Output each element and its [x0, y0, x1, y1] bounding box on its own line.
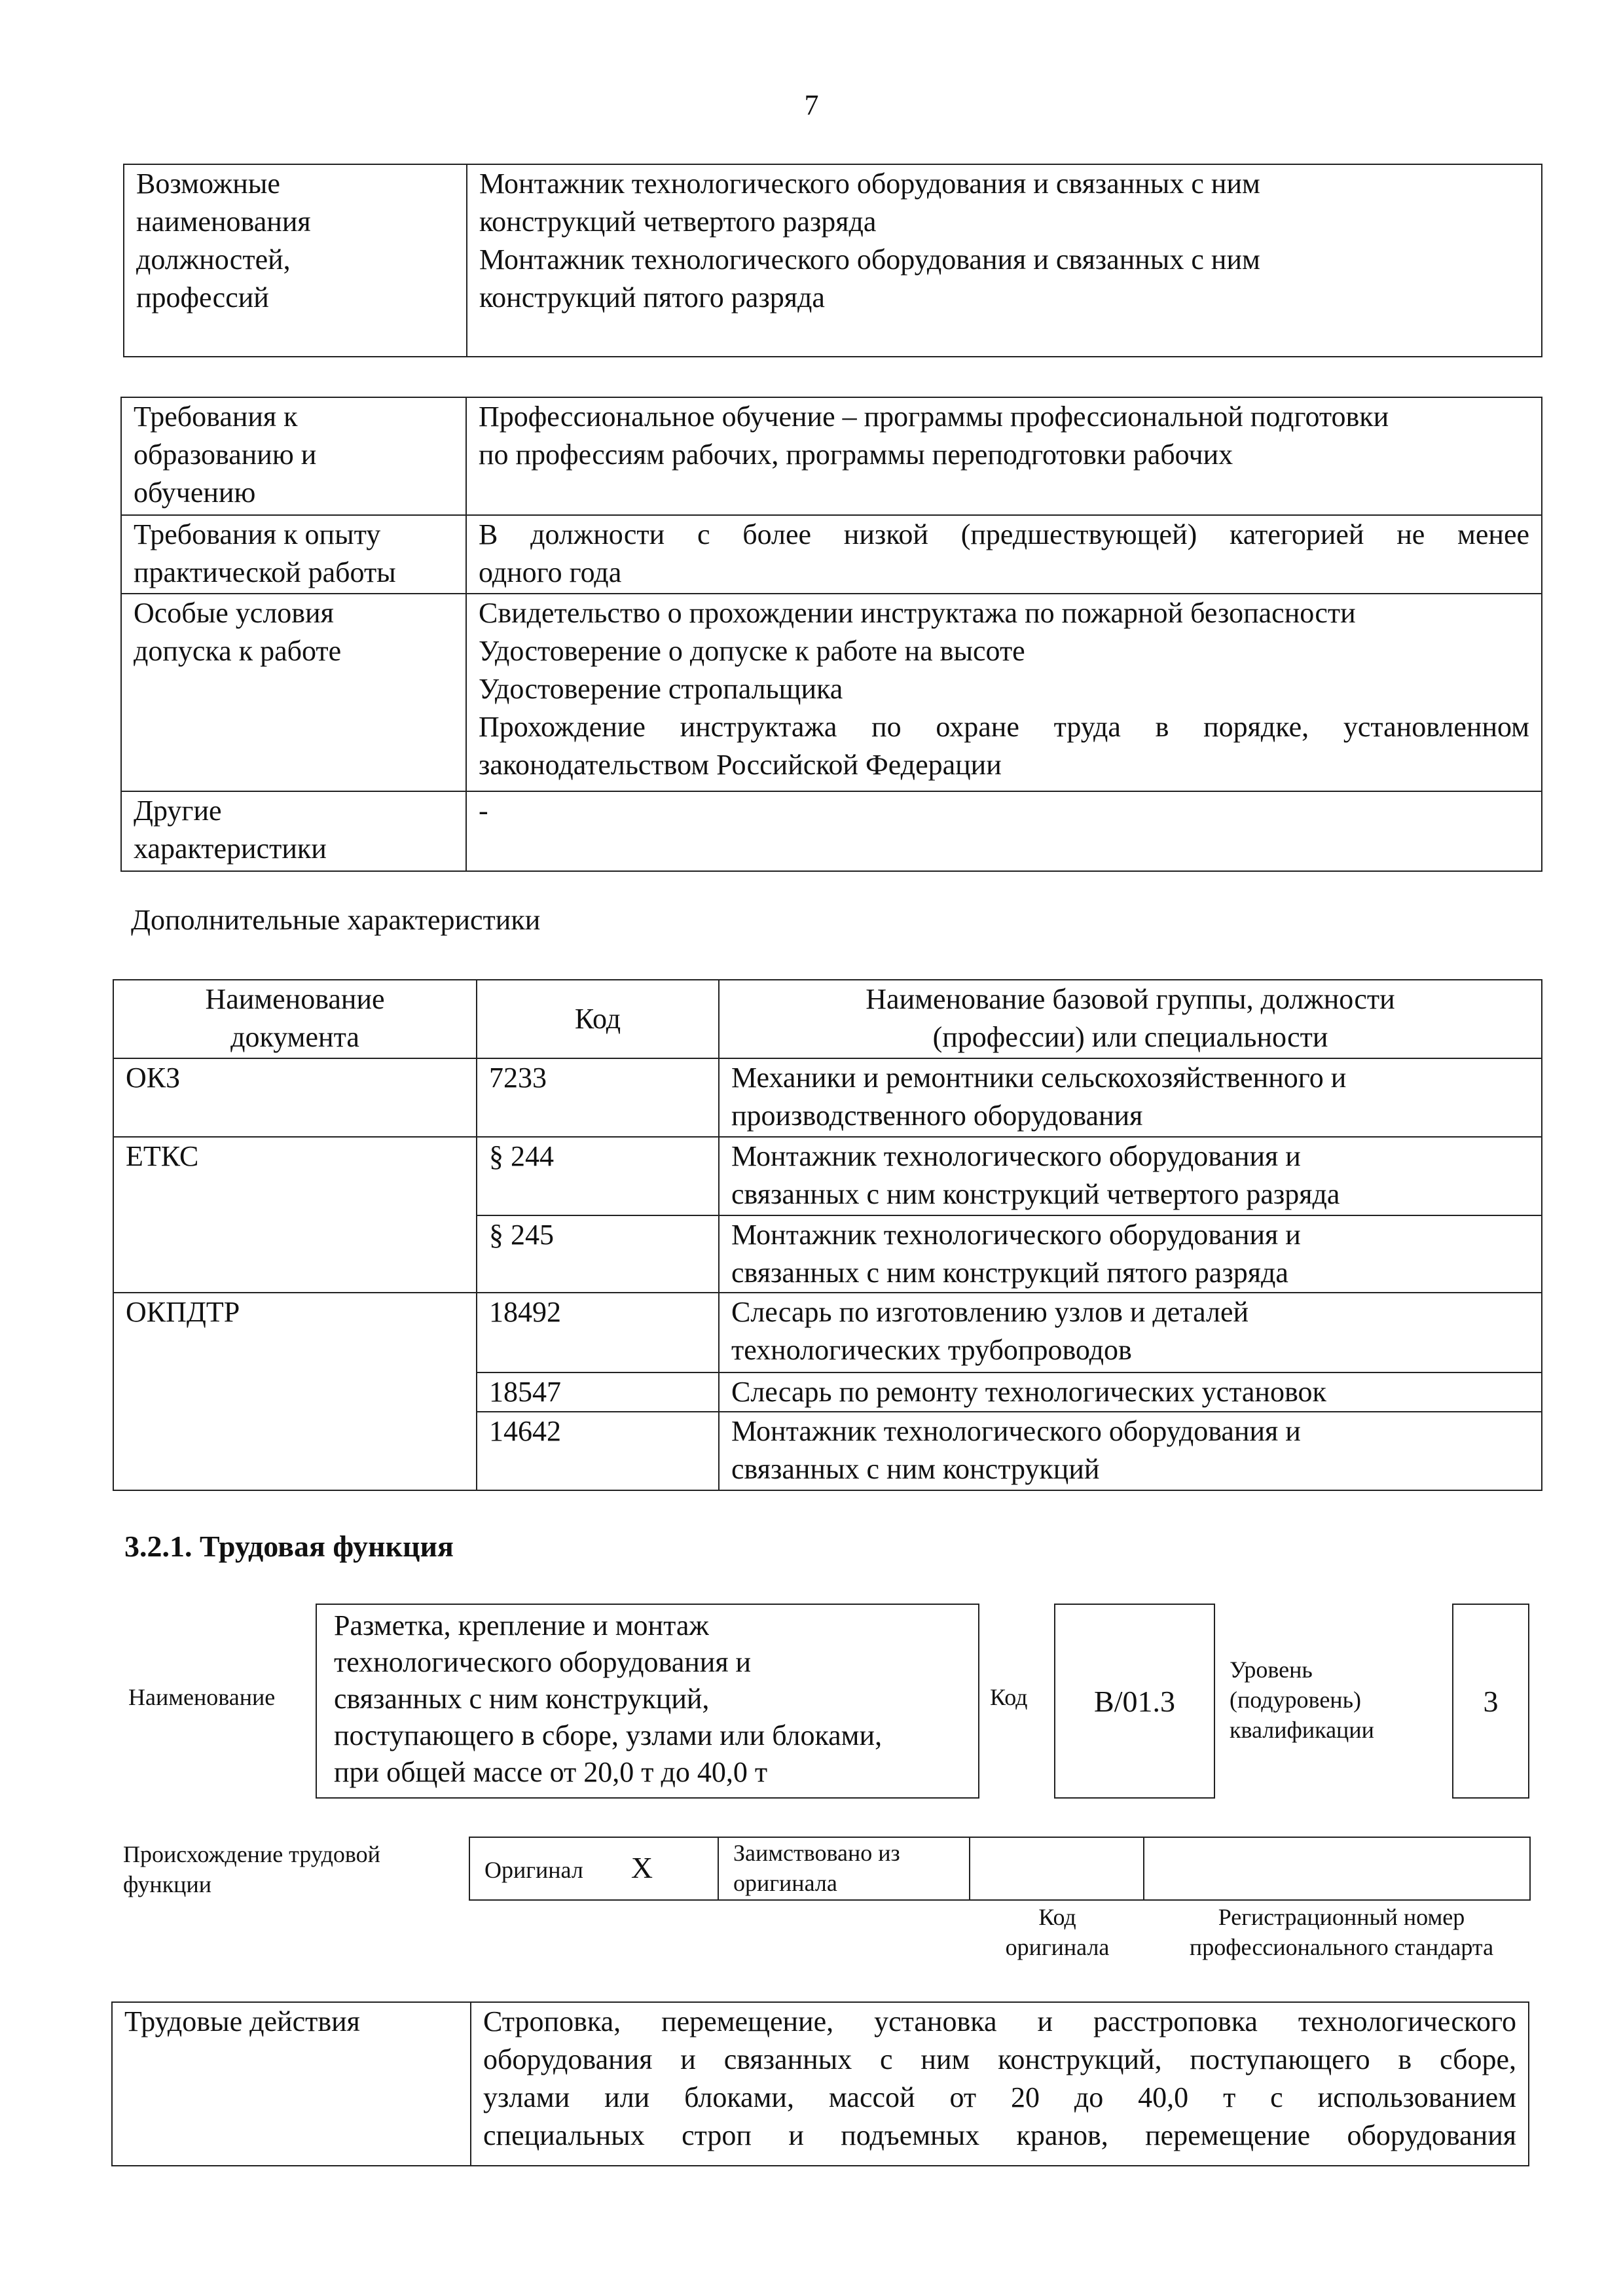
labor-action-line: оборудования и связанных с ним конструкций, поступающего в сборе,	[483, 2043, 1516, 2075]
education-line: по профессиям рабочих, программы переподготовки рабочих	[479, 439, 1233, 471]
reg-number-caption	[1148, 1902, 1535, 1962]
admission-label-line: Особые условия	[134, 597, 334, 629]
group-name-line: связанных с ним конструкций четвертого разряда	[731, 1178, 1340, 1210]
experience-requirements	[466, 515, 1542, 594]
code-cell: § 244	[477, 1137, 719, 1215]
level-value-box	[1452, 1604, 1529, 1799]
reg-number-caption-line: профессионального стандарта	[1189, 1934, 1494, 1960]
admission-label-line: допуска к работе	[134, 635, 342, 667]
experience-label-line: практической работы	[134, 556, 396, 588]
origin-label-line: Происхождение трудовой	[123, 1841, 380, 1867]
group-name-line: Слесарь по изготовлению узлов и деталей	[731, 1296, 1249, 1328]
group-name-line: Механики и ремонтники сельскохозяйственного и	[731, 1062, 1347, 1094]
position-line: Монтажник технологического оборудования и связанных с ним	[479, 243, 1260, 276]
requirements-label-cell	[121, 515, 466, 594]
group-name-cell	[719, 1372, 1542, 1412]
group-name-cell	[719, 1215, 1542, 1293]
labor-actions-table	[111, 2001, 1529, 2166]
labor-actions-label: Трудовые действия	[112, 2002, 471, 2166]
original-cell[interactable]	[469, 1837, 718, 1900]
level-value: 3	[1483, 1684, 1499, 1718]
name-label: Наименование	[128, 1684, 276, 1710]
borrowed-cell[interactable]	[718, 1837, 970, 1900]
other-characteristics	[466, 791, 1542, 871]
level-label-line: квалификации	[1230, 1717, 1374, 1743]
positions-label-cell	[124, 164, 467, 357]
admission-line: Прохождение инструктажа по охране труда в порядке, установленном	[479, 711, 1529, 743]
section-heading: 3.2.1. Трудовая функция	[124, 1530, 454, 1563]
positions-value-cell	[467, 164, 1542, 357]
borrowed-label-line: оригинала	[733, 1870, 837, 1896]
experience-line: В должности с более низкой (предшествующей) категорией не менее	[479, 518, 1529, 550]
education-label-line: образованию и	[134, 439, 317, 471]
borrowed-label-line: Заимствовано из	[733, 1840, 900, 1866]
doc-okpdtr: ОКПДТР	[113, 1293, 477, 1490]
positions-label-line: Возможные	[136, 168, 280, 200]
original-mark: X	[630, 1850, 653, 1884]
header-document-line: Наименование	[205, 983, 385, 1015]
original-label: Оригинал	[484, 1856, 583, 1883]
group-name-line: Монтажник технологического оборудования и	[731, 1415, 1301, 1447]
education-requirements	[466, 397, 1542, 515]
group-name-line: Монтажник технологического оборудования и	[731, 1140, 1301, 1172]
other-label-line: характеристики	[134, 833, 327, 865]
origin-code-caption	[969, 1902, 1146, 1962]
page-number: 7	[804, 89, 819, 121]
requirements-table	[120, 397, 1542, 872]
function-name-line: Разметка, крепление и монтаж	[334, 1609, 709, 1641]
header-group-line: Наименование базовой группы, должности	[866, 983, 1395, 1015]
group-name-line: производственного оборудования	[731, 1100, 1143, 1132]
labor-action-line: специальных строп и подъемных кранов, перемещение оборудования	[483, 2119, 1516, 2151]
group-name-cell	[719, 1412, 1542, 1490]
header-code: Код	[477, 980, 719, 1058]
header-group-line: (профессии) или специальности	[932, 1021, 1328, 1053]
origin-code-caption-line: оригинала	[1005, 1934, 1110, 1960]
group-name-line: Монтажник технологического оборудования и	[731, 1219, 1301, 1251]
experience-label-line: Требования к опыту	[134, 518, 381, 550]
position-line: конструкций пятого разряда	[479, 281, 825, 314]
code-cell: 18492	[477, 1293, 719, 1372]
header-group	[719, 980, 1542, 1058]
positions-table	[123, 164, 1542, 357]
requirements-label-cell	[121, 594, 466, 791]
admission-line: Удостоверение о допуске к работе на высоте	[479, 635, 1025, 667]
admission-line: Удостоверение стропальщика	[479, 673, 843, 705]
origin-code-cell[interactable]	[970, 1837, 1144, 1900]
requirements-label-cell	[121, 397, 466, 515]
function-name-line: связанных с ним конструкций,	[334, 1683, 710, 1715]
education-label-line: обучению	[134, 476, 256, 509]
origin-label	[123, 1839, 380, 1899]
labor-actions-value	[471, 2002, 1529, 2166]
header-document	[113, 980, 477, 1058]
additional-table	[113, 979, 1542, 1491]
level-label-line: Уровень	[1230, 1657, 1313, 1683]
other-label-line: Другие	[134, 795, 222, 827]
code-cell: 7233	[477, 1058, 719, 1137]
admission-line: законодательством Российской Федерации	[479, 749, 1002, 781]
group-name-line: технологических трубопроводов	[731, 1334, 1132, 1366]
code-cell: § 245	[477, 1215, 719, 1293]
experience-line: одного года	[479, 556, 622, 588]
additional-caption: Дополнительные характеристики	[131, 904, 541, 936]
origin-table	[469, 1837, 1531, 1901]
requirements-label-cell	[121, 791, 466, 871]
code-cell: 18547	[477, 1372, 719, 1412]
other-value: -	[479, 795, 488, 827]
function-code-value: B/01.3	[1094, 1684, 1175, 1718]
code-label: Код	[990, 1684, 1028, 1710]
labor-action-line: Строповка, перемещение, установка и расстроповка технологического	[483, 2005, 1516, 2037]
group-name-cell	[719, 1293, 1542, 1372]
group-name-line: связанных с ним конструкций пятого разряда	[731, 1257, 1288, 1289]
function-name-box	[316, 1604, 979, 1799]
header-document-line: документа	[230, 1021, 359, 1053]
code-cell: 14642	[477, 1412, 719, 1490]
level-label-line: (подуровень)	[1230, 1687, 1361, 1713]
reg-number-cell[interactable]	[1144, 1837, 1530, 1900]
function-name-line: поступающего в сборе, узлами или блоками,	[334, 1719, 883, 1751]
labor-action-line: узлами или блоками, массой от 20 до 40,0 т с использованием	[483, 2081, 1516, 2113]
function-name-line: при общей массе от 20,0 т до 40,0 т	[334, 1756, 768, 1788]
function-name-line: технологического оборудования и	[334, 1646, 752, 1678]
group-name-line: Слесарь по ремонту технологических установок	[731, 1376, 1326, 1408]
group-name-cell	[719, 1137, 1542, 1215]
table-row	[113, 1058, 1542, 1137]
table-row	[113, 1293, 1542, 1372]
group-name-line: связанных с ним конструкций	[731, 1453, 1100, 1485]
table-row	[113, 1137, 1542, 1215]
position-line: Монтажник технологического оборудования и связанных с ним	[479, 168, 1260, 200]
doc-okz: ОКЗ	[113, 1058, 477, 1137]
origin-label-line: функции	[123, 1871, 211, 1897]
admission-conditions	[466, 594, 1542, 791]
origin-code-caption-line: Код	[1038, 1904, 1076, 1930]
position-line: конструкций четвертого разряда	[479, 206, 877, 238]
positions-label-line: профессий	[136, 281, 269, 314]
level-label	[1230, 1655, 1374, 1745]
education-label-line: Требования к	[134, 401, 298, 433]
admission-line: Свидетельство о прохождении инструктажа по пожарной безопасности	[479, 597, 1356, 629]
reg-number-caption-line: Регистрационный номер	[1218, 1904, 1465, 1930]
positions-label-line: наименования	[136, 206, 311, 238]
positions-label-line: должностей,	[136, 243, 291, 276]
education-line: Профессиональное обучение – программы профессиональной подготовки	[479, 401, 1389, 433]
doc-etks: ЕТКС	[113, 1137, 477, 1293]
function-code-box	[1054, 1604, 1215, 1799]
group-name-cell	[719, 1058, 1542, 1137]
